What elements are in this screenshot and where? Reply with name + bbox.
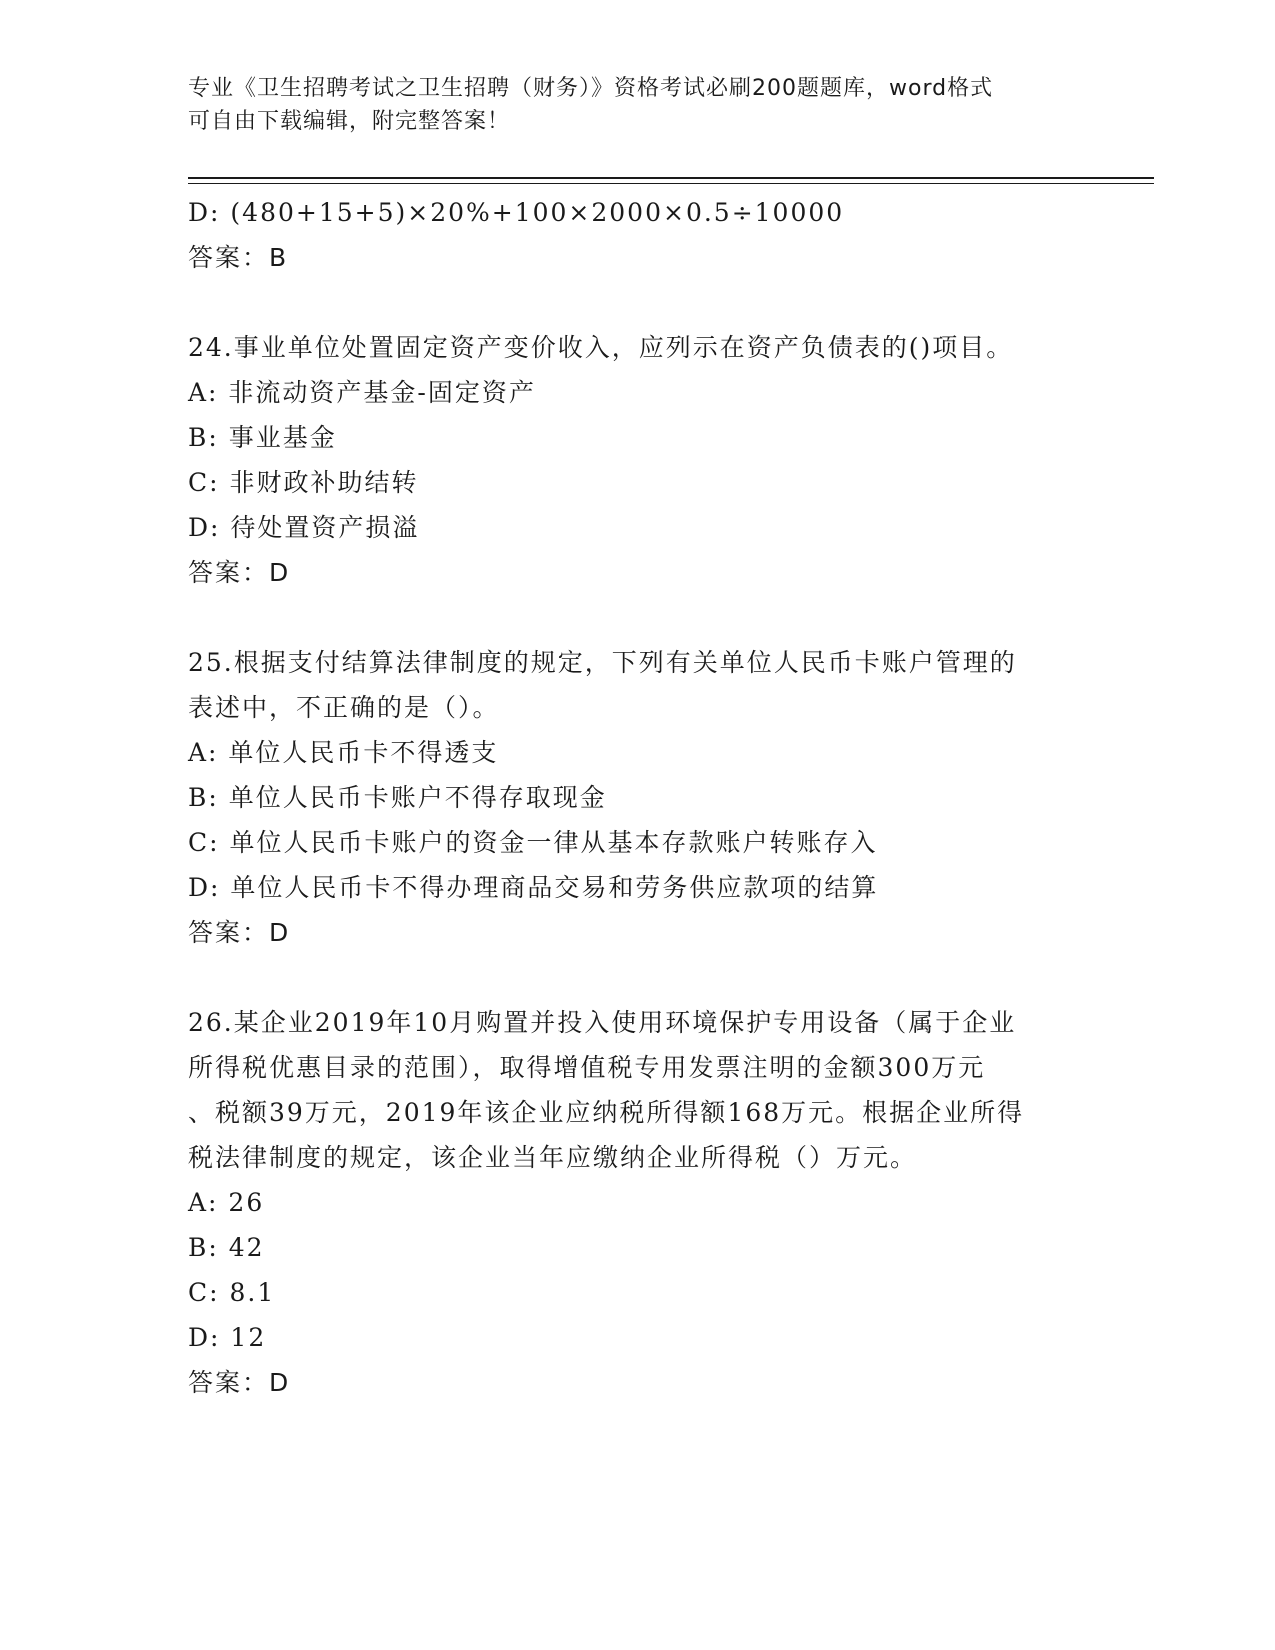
question-26-stem-line-4: 税法律制度的规定，该企业当年应缴纳企业所得税（）万元。	[188, 1143, 918, 1172]
question-24-option-c: C: 非财政补助结转	[188, 468, 419, 497]
header-divider-thin	[188, 183, 1154, 184]
question-25-option-a: A: 单位人民币卡不得透支	[188, 738, 499, 767]
question-24-option-b: B: 事业基金	[188, 423, 337, 452]
question-26-option-d: D: 12	[188, 1323, 267, 1352]
question-26-stem-line-3: 、税额39万元，2019年该企业应纳税所得额168万元。根据企业所得	[188, 1098, 1025, 1127]
question-24	[188, 325, 1088, 595]
question-24-stem-line-1: 24.事业单位处置固定资产变价收入，应列示在资产负债表的()项目。	[188, 333, 1014, 362]
header-line-1: 专业《卫生招聘考试之卫生招聘（财务）》资格考试必刷200题题库，word格式	[188, 76, 994, 101]
spacer	[188, 955, 1088, 1000]
question-26-option-a: A: 26	[188, 1188, 265, 1217]
question-24-option-d: D: 待处置资产损溢	[188, 513, 420, 542]
question-26-answer: 答案：D	[188, 1368, 291, 1397]
question-25	[188, 640, 1088, 955]
prev-answer: 答案：B	[188, 243, 289, 272]
document-header	[188, 72, 1068, 138]
question-26-stem-line-2: 所得税优惠目录的范围），取得增值税专用发票注明的金额300万元	[188, 1053, 986, 1082]
spacer	[188, 595, 1088, 640]
question-26-stem-line-1: 26.某企业2019年10月购置并投入使用环境保护专用设备（属于企业	[188, 1008, 1017, 1037]
header-line-2: 可自由下载编辑，附完整答案！	[188, 109, 511, 134]
question-26-option-b: B: 42	[188, 1233, 265, 1262]
question-24-option-a: A: 非流动资产基金-固定资产	[188, 378, 536, 407]
spacer	[188, 280, 1088, 325]
question-25-answer: 答案：D	[188, 918, 291, 947]
question-25-option-b: B: 单位人民币卡账户不得存取现金	[188, 783, 607, 812]
question-26-option-c: C: 8.1	[188, 1278, 276, 1307]
question-25-stem-line-2: 表述中，不正确的是（）。	[188, 693, 500, 722]
question-content	[188, 190, 1088, 1405]
question-26	[188, 1000, 1088, 1405]
prev-option-d: D: (480+15+5)×20%+100×2000×0.5÷10000	[188, 198, 845, 227]
question-25-option-c: C: 单位人民币卡账户的资金一律从基本存款账户转账存入	[188, 828, 878, 857]
question-24-answer: 答案：D	[188, 558, 291, 587]
header-divider-thick	[188, 177, 1154, 179]
question-25-stem-line-1: 25.根据支付结算法律制度的规定，下列有关单位人民币卡账户管理的	[188, 648, 1017, 677]
question-25-option-d: D: 单位人民币卡不得办理商品交易和劳务供应款项的结算	[188, 873, 879, 902]
